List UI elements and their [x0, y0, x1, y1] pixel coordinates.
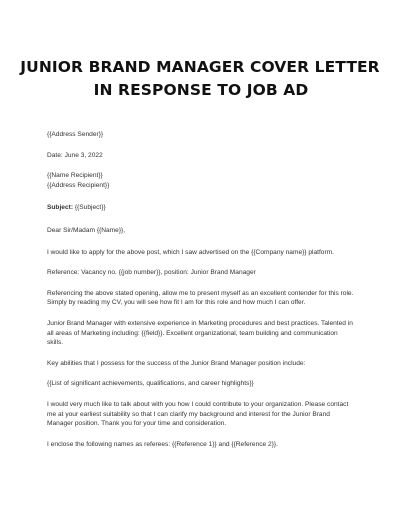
address-recipient: {{Address Recipient}} [47, 181, 110, 189]
paragraph-achievements: {{List of significant achievements, qualifications, and career highlights}} [47, 380, 254, 388]
paragraph-abilities: Key abilities that I possess for the success of the Junior Brand Manager position include: [47, 359, 306, 367]
paragraph-apply: I would like to apply for the above post, which I saw advertised on the {{Company name}} platform. [47, 248, 334, 256]
paragraph-opening-line-1: Referencing the above stated opening, allow me to present myself as an excellent contender for this role. [47, 289, 354, 297]
paragraph-closing-line-2: me at your earliest suitability so that I can clarify my background and interest for the Junior Brand [47, 410, 330, 418]
paragraph-reference: Reference: Vacancy no. {{job number}}, position: Junior Brand Manager [47, 269, 256, 277]
title-line-2: IN RESPONSE TO JOB AD [93, 81, 309, 99]
document-title [0, 56, 400, 102]
paragraph-experience-line-2: all areas of Marketing including: {{field}}. Excellent organizational, team building and communication [47, 329, 338, 337]
subject-value: {{Subject}} [73, 204, 106, 212]
paragraph-experience-line-1: Junior Brand Manager with extensive experience in Marketing procedures and best practices. Talented in [47, 319, 353, 327]
title-line-1: JUNIOR BRAND MANAGER COVER LETTER [20, 58, 380, 76]
subject-label: Subject: [47, 204, 74, 212]
subject-line [47, 203, 367, 213]
paragraph-experience-line-3: skills. [47, 339, 64, 347]
letter-body [47, 130, 367, 449]
letter-date: Date: June 3, 2022 [47, 151, 103, 159]
name-recipient: {{Name Recipient}} [47, 172, 103, 180]
paragraph-opening-line-2: Simply by reading my CV, you will see how fit I am for this role and how much I can offer. [47, 299, 306, 307]
salutation: Dear Sir/Madam {{Name}}, [47, 226, 126, 234]
address-sender: {{Address Sender}} [47, 131, 104, 138]
paragraph-referees: I enclose the following names as referees: {{Reference 1}} and {{Reference 2}}. [47, 440, 278, 448]
paragraph-closing-line-1: I would very much like to talk about with you how I could contribute to your organization. Please contact [47, 400, 349, 408]
paragraph-closing-line-3: Manager position. Thank you for your time and consideration. [47, 420, 227, 428]
